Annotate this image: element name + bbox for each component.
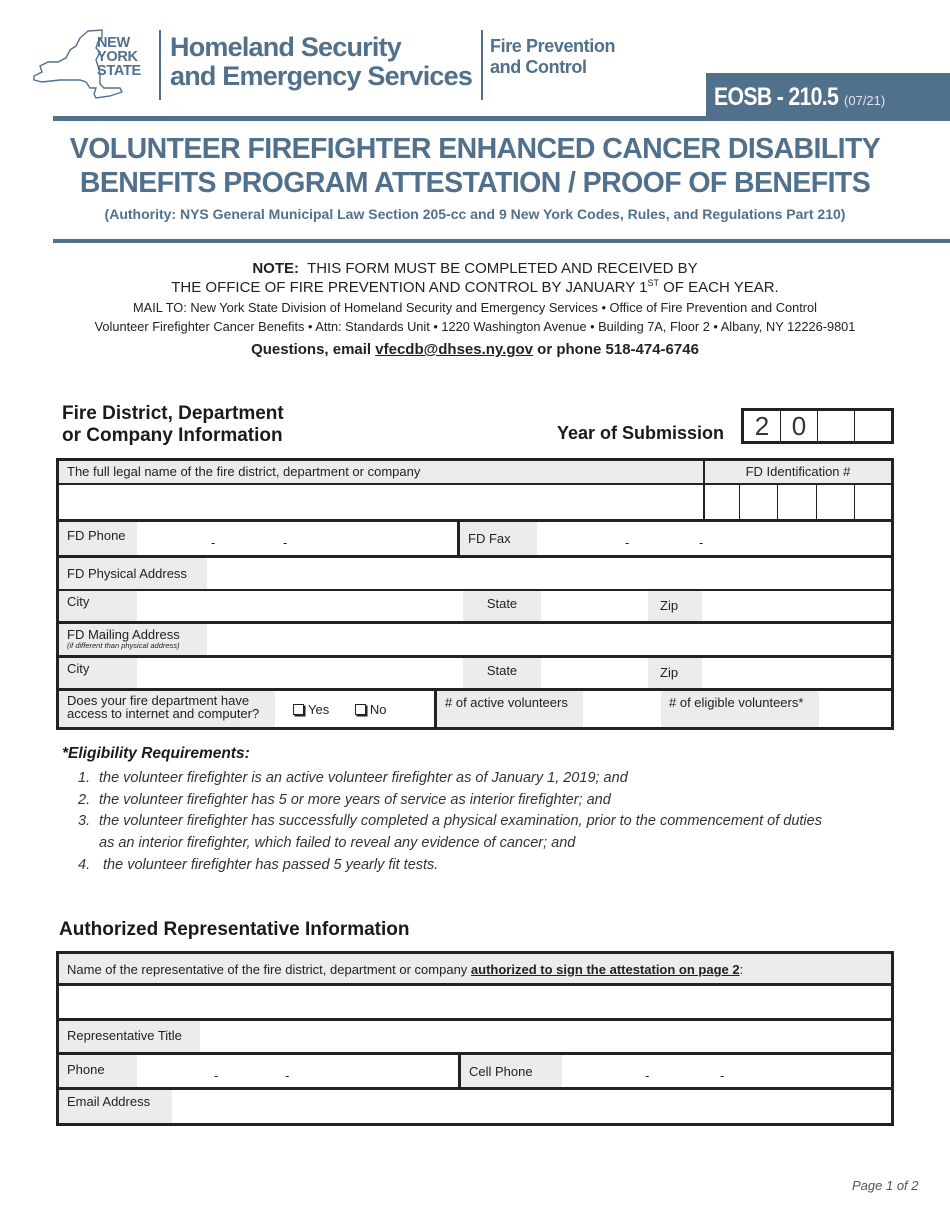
phone-separator: - xyxy=(720,1068,725,1083)
fd-phone-label: FD Phone xyxy=(59,522,137,555)
rep-phone-row xyxy=(59,1055,891,1090)
physical-address-label: FD Physical Address xyxy=(59,558,207,589)
header-divider xyxy=(159,30,161,100)
cell-phone-label: Cell Phone xyxy=(461,1055,562,1087)
mail-line-2: Volunteer Firefighter Cancer Benefits • Attn: Standards Unit • 1220 Washington Avenue • Building 7A, Floor 2 • Albany, NY 12226-9801 xyxy=(94,319,856,334)
year-of-submission-label: Year of Submission xyxy=(557,423,725,443)
fire-district-heading xyxy=(62,403,284,447)
title-line-1: VOLUNTEER FIREFIGHTER ENHANCED CANCER DISABILITY xyxy=(69,133,881,165)
phone-separator: - xyxy=(285,1068,290,1083)
no-label: No xyxy=(369,702,387,717)
legal-name-header-row xyxy=(59,461,891,485)
fd-fax-label: FD Fax xyxy=(460,522,537,555)
mailing-address-input[interactable] xyxy=(207,624,891,655)
form-id-badge xyxy=(706,73,950,121)
fd-fax-input[interactable] xyxy=(537,522,891,555)
fd-id-digit[interactable] xyxy=(740,485,778,519)
page-number: Page 1 of 2 xyxy=(852,1178,919,1193)
note-label: NOTE: xyxy=(252,260,299,277)
rep-name-label-text: Name of the representative of the fire district, department or company xyxy=(67,962,471,977)
heading-line-1: Fire District, Department xyxy=(62,403,284,424)
year-digit[interactable] xyxy=(818,411,855,441)
phone-separator: - xyxy=(214,1068,219,1083)
internet-question-line-1: Does your fire department have xyxy=(67,693,250,708)
state-label: State xyxy=(463,658,541,688)
logo-word-state: STATE xyxy=(97,63,141,79)
rep-title-label: Representative Title xyxy=(59,1021,200,1052)
fd-id-label: FD Identification # xyxy=(705,461,891,483)
nys-logo-text xyxy=(97,36,141,78)
yes-checkbox[interactable] xyxy=(293,704,304,715)
item-number: 1. xyxy=(78,770,91,786)
agency-line-2: and Emergency Services xyxy=(170,61,473,91)
item-number: 3. xyxy=(78,813,91,830)
page-title xyxy=(0,132,950,200)
email-address-label: Email Address xyxy=(59,1090,172,1123)
contact-info xyxy=(0,341,950,358)
mailing-zip-input[interactable] xyxy=(702,658,891,688)
rep-title-row xyxy=(59,1021,891,1055)
mailing-address-note: (if different than physical address) xyxy=(67,641,180,650)
internet-options xyxy=(275,691,434,727)
year-digit[interactable] xyxy=(855,411,891,441)
logo-word-york: YORK xyxy=(97,49,138,65)
cell-phone-input[interactable] xyxy=(562,1055,891,1087)
email-link[interactable]: vfecdb@dhses.ny.gov xyxy=(375,341,534,358)
rep-title-input[interactable] xyxy=(200,1021,891,1052)
representative-form xyxy=(56,951,894,1126)
zip-label: Zip xyxy=(648,591,702,621)
year-of-submission-field[interactable] xyxy=(741,408,894,444)
note-line-2-end: OF EACH YEAR. xyxy=(658,279,779,296)
no-option[interactable] xyxy=(355,702,387,717)
item-text: the volunteer firefighter has 5 or more years of service as interior firefighter; and xyxy=(99,791,611,808)
item-number: 2. xyxy=(78,791,91,808)
mailing-state-input[interactable] xyxy=(541,658,648,688)
city-label: City xyxy=(59,658,137,688)
state-label: State xyxy=(463,591,541,621)
legal-name-value-row xyxy=(59,485,891,522)
rep-email-row xyxy=(59,1090,891,1123)
mailing-instructions xyxy=(0,298,950,336)
physical-zip-input[interactable] xyxy=(702,591,891,621)
internet-question xyxy=(59,691,275,727)
phone-separator: - xyxy=(283,535,288,550)
fd-id-digit[interactable] xyxy=(817,485,855,519)
email-address-input[interactable] xyxy=(172,1090,891,1123)
note-superscript: ST xyxy=(647,278,659,288)
representative-heading: Authorized Representative Information xyxy=(59,919,410,940)
item-text: the volunteer firefighter has successfully completed a physical examination, prior to the commencement of duties as an interior firefighter, which failed to reveal any evidence of cancer; and xyxy=(99,813,822,852)
eligibility-item xyxy=(78,790,838,812)
header-divider xyxy=(481,30,483,100)
phone-separator: - xyxy=(645,1068,650,1083)
eligibility-item xyxy=(78,768,838,790)
fax-separator: - xyxy=(625,535,630,550)
physical-state-input[interactable] xyxy=(541,591,648,621)
city-label: City xyxy=(59,591,137,621)
rep-phone-input[interactable] xyxy=(137,1055,458,1087)
item-text: the volunteer firefighter has passed 5 yearly fit tests. xyxy=(99,856,439,873)
division-line-1: Fire Prevention xyxy=(490,36,616,56)
no-checkbox[interactable] xyxy=(355,704,366,715)
fd-id-field[interactable] xyxy=(705,485,891,519)
yes-option[interactable] xyxy=(293,702,329,717)
questions-phone: or phone 518-474-6746 xyxy=(533,341,699,358)
questions-prefix: Questions, email xyxy=(251,341,376,358)
mailing-address-label xyxy=(59,624,207,655)
active-volunteers-label: # of active volunteers xyxy=(437,691,583,727)
yes-label: Yes xyxy=(308,702,330,717)
item-text: the volunteer firefighter is an active volunteer firefighter as of January 1, 2019; and xyxy=(99,770,628,786)
fd-id-digit[interactable] xyxy=(778,485,816,519)
rep-name-value-row xyxy=(59,986,891,1021)
fd-phone-input[interactable] xyxy=(137,522,457,555)
internet-question-line-2: access to internet and computer? xyxy=(67,706,260,721)
division-name xyxy=(490,36,615,78)
physical-address-row xyxy=(59,558,891,591)
mailing-city-row xyxy=(59,658,891,691)
zip-label: Zip xyxy=(648,658,702,688)
rep-name-header-row xyxy=(59,954,891,986)
item-number: 4. xyxy=(78,856,91,873)
mailing-address-label-text: FD Mailing Address xyxy=(67,627,180,642)
mailing-city-input[interactable] xyxy=(137,658,463,688)
header-rule xyxy=(53,116,950,121)
legal-name-label: The full legal name of the fire district, department or company xyxy=(59,461,703,483)
agency-name xyxy=(170,33,472,91)
active-volunteers-input[interactable] xyxy=(583,691,661,727)
fax-separator: - xyxy=(699,535,704,550)
rep-name-label xyxy=(59,954,891,983)
eligibility-item xyxy=(78,811,838,854)
phone-fax-row xyxy=(59,522,891,558)
eligibility-title: *Eligibility Requirements: xyxy=(62,745,250,762)
authority-citation: (Authority: NYS General Municipal Law Section 205-cc and 9 New York Codes, Rules, and Regulations Part 210) xyxy=(104,206,846,222)
rep-phone-label: Phone xyxy=(59,1055,137,1087)
volunteers-row xyxy=(59,691,891,727)
eligibility-item xyxy=(78,855,838,877)
form-code: EOSB - 210.5 xyxy=(714,83,839,111)
fd-id-digit[interactable] xyxy=(705,485,740,519)
rep-name-label-colon: : xyxy=(739,962,744,977)
eligible-volunteers-label: # of eligible volunteers* xyxy=(661,691,819,727)
form-version: (07/21) xyxy=(844,93,886,108)
heading-line-2: or Company Information xyxy=(62,425,283,446)
legal-name-field[interactable] xyxy=(59,485,703,519)
eligibility-list xyxy=(78,768,838,877)
phone-separator: - xyxy=(211,535,216,550)
logo-word-new: NEW xyxy=(97,35,130,51)
agency-line-1: Homeland Security xyxy=(170,32,401,62)
rep-name-emphasis: authorized to sign the attestation on page 2 xyxy=(470,962,740,977)
deadline-note xyxy=(0,259,950,297)
year-digit[interactable]: 2 xyxy=(744,411,781,441)
physical-address-input[interactable] xyxy=(207,558,891,589)
fd-id-digit[interactable] xyxy=(855,485,891,519)
year-digit[interactable]: 0 xyxy=(781,411,818,441)
division-line-2: and Control xyxy=(490,57,587,77)
title-line-2: BENEFITS PROGRAM ATTESTATION / PROOF OF BENEFITS xyxy=(79,167,871,199)
note-line-2: THE OFFICE OF FIRE PREVENTION AND CONTROL BY JANUARY 1 xyxy=(171,279,648,296)
physical-city-row xyxy=(59,591,891,624)
note-line-1: THIS FORM MUST BE COMPLETED AND RECEIVED BY xyxy=(307,260,698,277)
legal-name-input[interactable] xyxy=(59,485,703,519)
rep-name-input[interactable] xyxy=(59,986,891,1018)
mailing-address-row xyxy=(59,624,891,658)
title-rule xyxy=(53,239,950,243)
physical-city-input[interactable] xyxy=(137,591,463,621)
eligible-volunteers-input[interactable] xyxy=(819,691,891,727)
fire-district-form xyxy=(56,458,894,730)
mail-line-1: MAIL TO: New York State Division of Homeland Security and Emergency Services • Office of Fire Prevention and Control xyxy=(133,300,817,315)
